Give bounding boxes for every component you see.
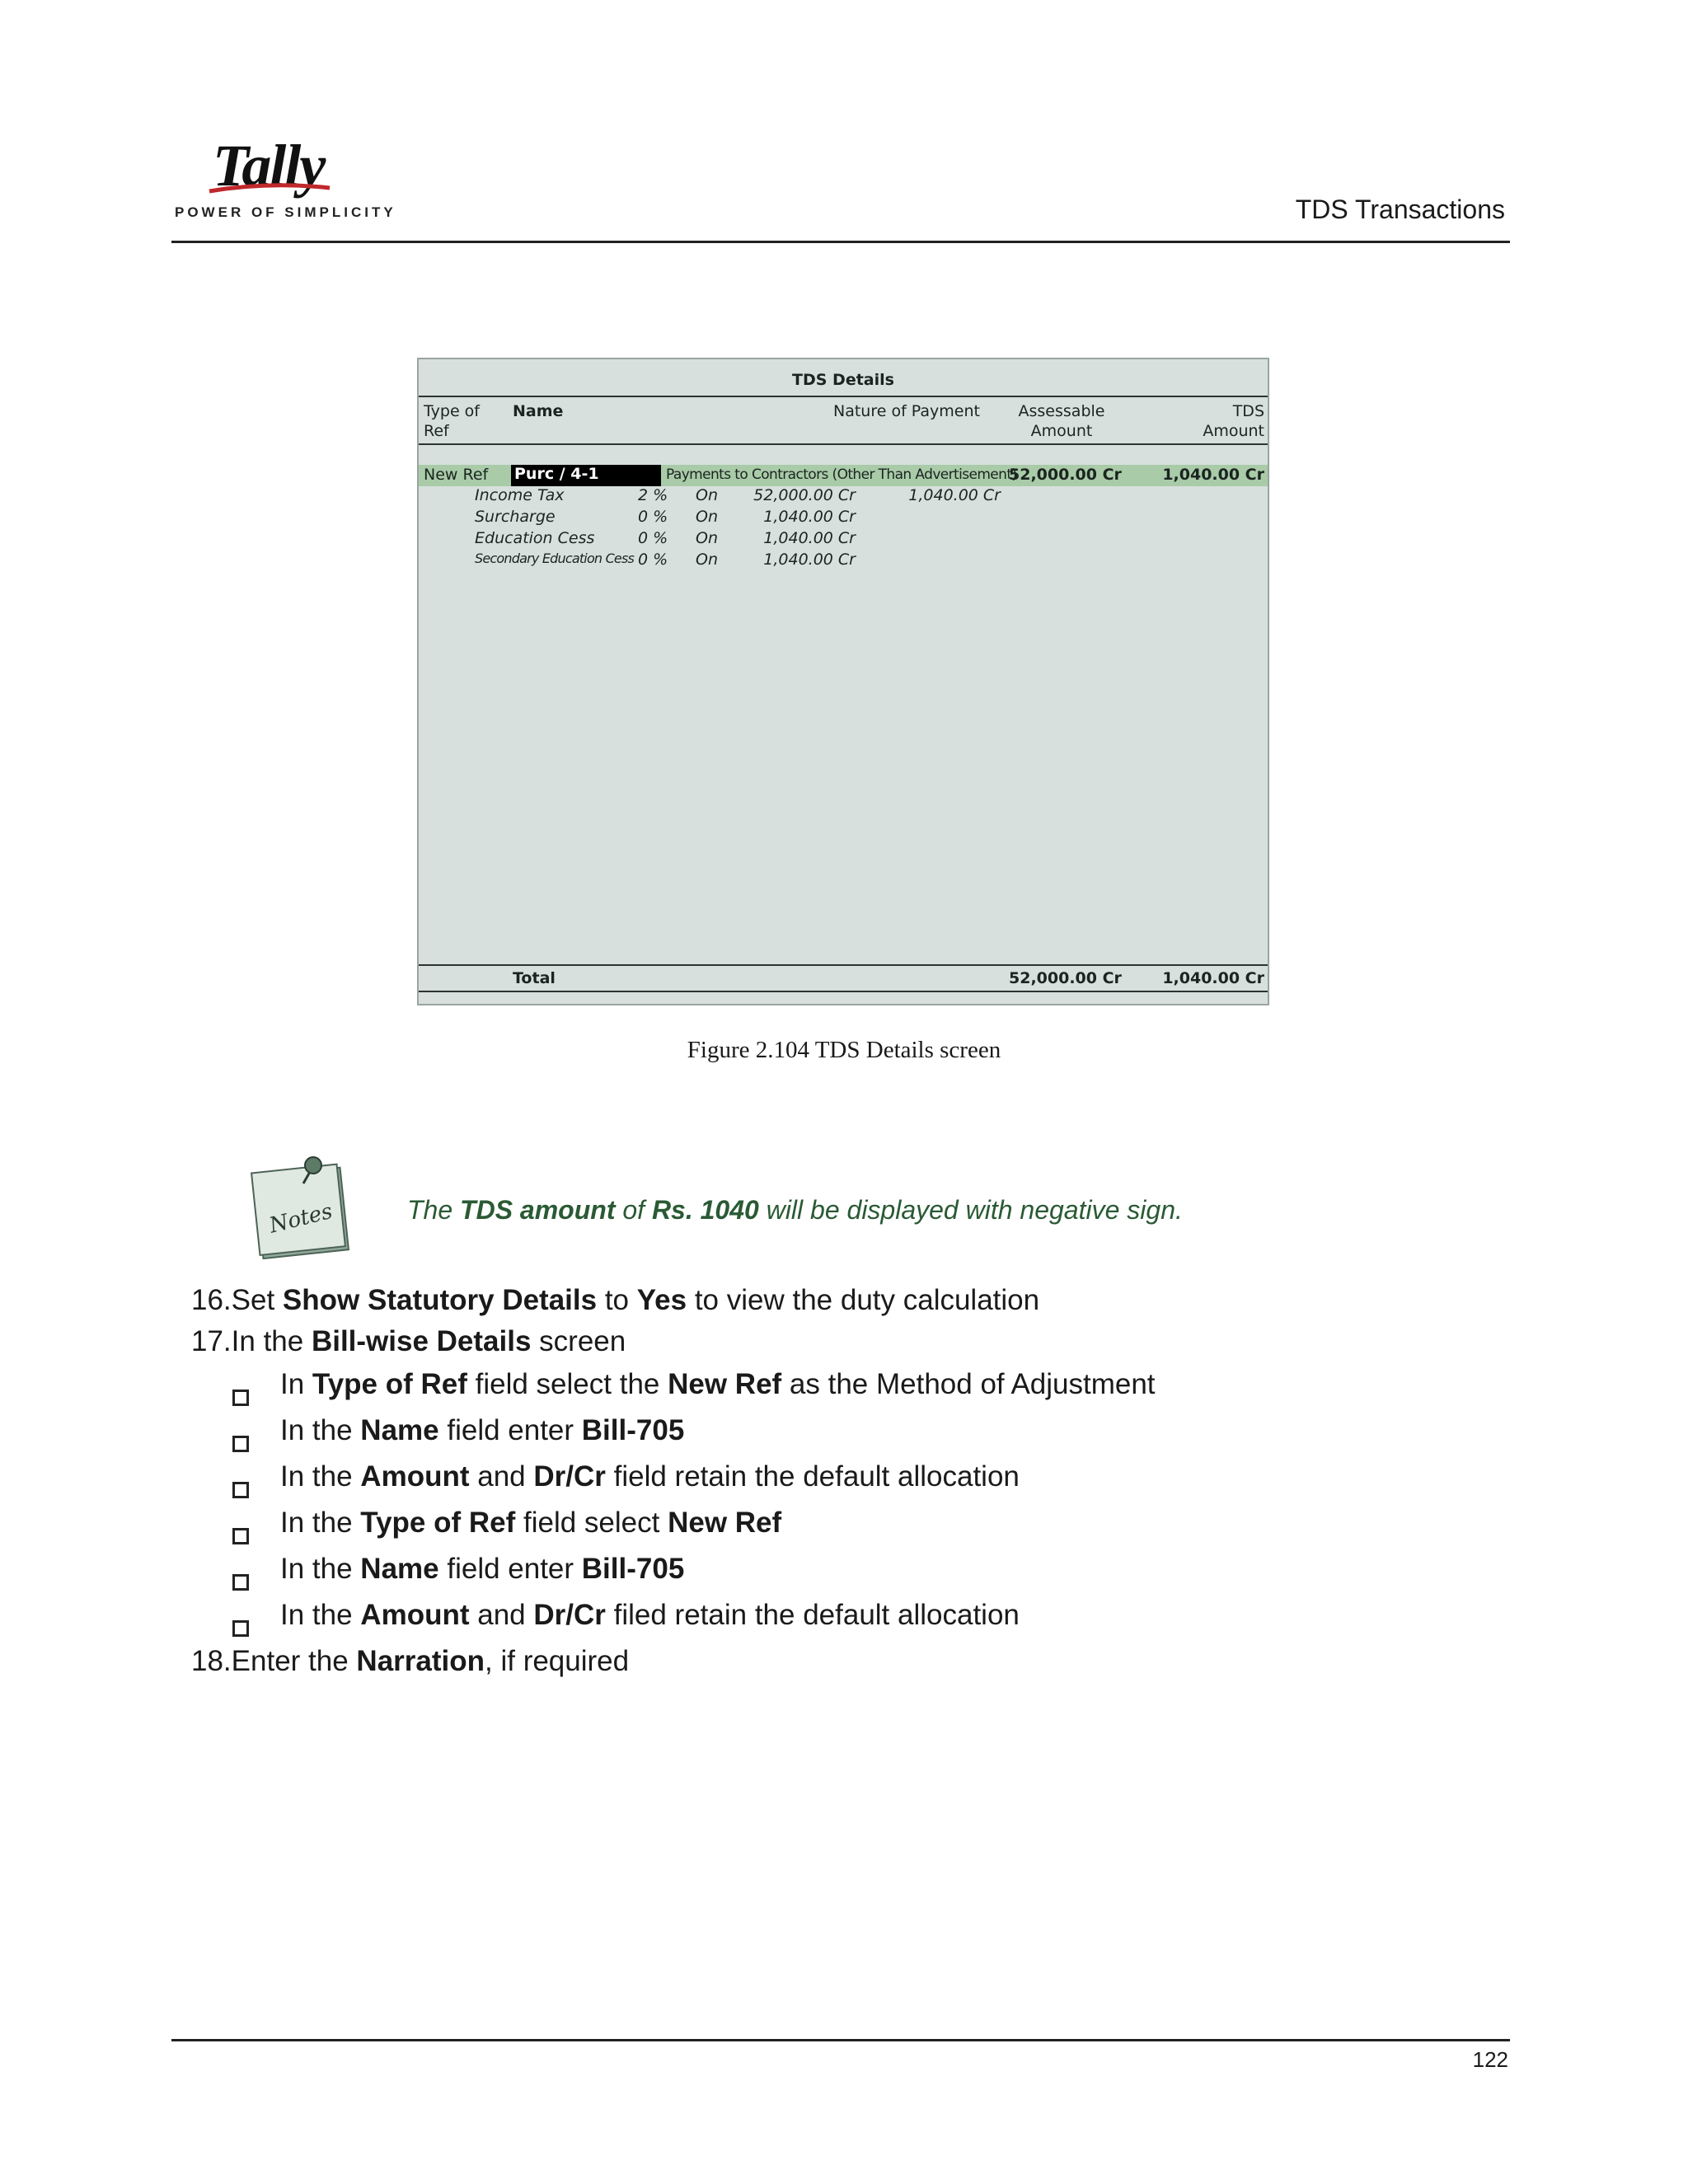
row-name-value: Purc / 4-1: [514, 465, 599, 483]
duty-base: 1,040.00 Cr: [763, 508, 856, 526]
step-text: In the: [231, 1325, 312, 1357]
duty-rate: 0 %: [638, 529, 668, 547]
duty-on: On: [696, 529, 718, 547]
bullet-bold: Type of Ref: [312, 1368, 467, 1400]
logo-swoosh-icon: [208, 183, 331, 194]
bullet-text: field retain the default allocation: [605, 1460, 1020, 1493]
row-assessable-amount: 52,000.00 Cr: [1009, 466, 1122, 484]
col-header-tds-2: Amount: [1203, 422, 1264, 440]
bullet-text: filed retain the default allocation: [605, 1599, 1020, 1631]
bullet-square-icon: [232, 1482, 249, 1498]
bullet-item: [280, 1368, 1156, 1401]
bullet-text: In the: [280, 1553, 361, 1585]
bullet-bold: Dr/Cr: [533, 1599, 606, 1631]
total-assessable-amount: 52,000.00 Cr: [1009, 969, 1122, 987]
divider: [419, 443, 1268, 445]
step-number: 17.: [191, 1325, 232, 1357]
logo-word: Tally: [213, 133, 325, 199]
bullet-item: [280, 1460, 1020, 1493]
note-text-part: will be displayed with negative sign.: [758, 1195, 1183, 1225]
duty-rate: 2 %: [638, 486, 668, 504]
bullet-text: and: [469, 1460, 534, 1493]
step-text: to: [597, 1284, 637, 1316]
divider: [419, 991, 1268, 992]
note-text-part: The: [407, 1195, 461, 1225]
divider: [419, 396, 1268, 397]
bullet-item: [280, 1599, 1020, 1632]
note-text-part: of: [615, 1195, 652, 1225]
row-tds-amount: 1,040.00 Cr: [1162, 466, 1264, 484]
bullet-text: field select: [515, 1507, 668, 1539]
page-number: 122: [1472, 2047, 1508, 2072]
col-header-assessable-2: Amount: [1030, 422, 1093, 440]
notes-icon-label: Notes: [266, 1198, 335, 1239]
duty-base: 1,040.00 Cr: [763, 529, 856, 547]
duty-name: Secondary Education Cess: [475, 551, 635, 566]
bullet-bold: Dr/Cr: [533, 1460, 606, 1493]
col-header-type-of-ref-2: Ref: [424, 422, 449, 440]
bullet-square-icon: [232, 1528, 249, 1544]
bullet-text: In the: [280, 1460, 361, 1493]
col-header-type-of-ref-1: Type of: [424, 402, 480, 420]
step-bold: Bill-wise Details: [311, 1325, 532, 1357]
bullet-bold: Name: [360, 1414, 439, 1446]
step-16: [191, 1284, 1039, 1317]
bullet-bold: New Ref: [668, 1507, 782, 1539]
logo-tagline: POWER OF SIMPLICITY: [175, 204, 396, 220]
duty-name: Surcharge: [475, 508, 556, 526]
step-text: Set: [231, 1284, 283, 1316]
bullet-text: In the: [280, 1599, 361, 1631]
bullet-square-icon: [232, 1574, 249, 1591]
col-header-nature-of-payment: Nature of Payment: [832, 402, 980, 420]
duty-base: 1,040.00 Cr: [763, 551, 856, 569]
step-text: Enter the: [231, 1645, 357, 1677]
duty-on: On: [696, 551, 718, 569]
bullet-bold: New Ref: [668, 1368, 782, 1400]
bullet-item: [280, 1414, 684, 1447]
step-text: screen: [531, 1325, 626, 1357]
duty-on: On: [696, 486, 718, 504]
bullet-item: [280, 1553, 684, 1586]
duty-base: 52,000.00 Cr: [753, 486, 856, 504]
total-tds-amount: 1,040.00 Cr: [1162, 969, 1264, 987]
tds-details-screen: [417, 358, 1269, 1005]
step-number: 16.: [191, 1284, 232, 1316]
bullet-bold: Name: [360, 1553, 439, 1585]
row-type-of-ref: New Ref: [424, 466, 489, 484]
duty-name: Education Cess: [475, 529, 595, 547]
col-header-assessable-1: Assessable: [1018, 402, 1105, 420]
row-name-field[interactable]: [511, 465, 661, 486]
note-bold-part: Rs. 1040: [651, 1195, 759, 1225]
bullet-text: as the Method of Adjustment: [781, 1368, 1156, 1400]
bullet-text: field enter: [438, 1553, 582, 1585]
col-header-tds-1: TDS: [1232, 402, 1264, 420]
bullet-bold: Amount: [360, 1460, 470, 1493]
duty-on: On: [696, 508, 718, 526]
step-text: to view the duty calculation: [687, 1284, 1040, 1316]
step-18: [191, 1645, 629, 1678]
bullet-square-icon: [232, 1620, 249, 1637]
bullet-text: In: [280, 1368, 312, 1400]
step-bold: Show Statutory Details: [282, 1284, 598, 1316]
bullet-text: field enter: [438, 1414, 582, 1446]
bullet-bold: Type of Ref: [360, 1507, 516, 1539]
step-bold: Yes: [636, 1284, 687, 1316]
duty-amount: 1,040.00 Cr: [908, 486, 1001, 504]
tally-logo: [175, 132, 396, 223]
bullet-text: In the: [280, 1507, 361, 1539]
header-rule: [171, 241, 1510, 243]
step-number: 18.: [191, 1645, 232, 1677]
bullet-bold: Amount: [360, 1599, 470, 1631]
bullet-square-icon: [232, 1436, 249, 1452]
tds-screen-title: TDS Details: [792, 371, 894, 389]
figure-caption: Figure 2.104 TDS Details screen: [687, 1037, 1001, 1063]
step-text: , if required: [485, 1645, 630, 1677]
bullet-text: and: [469, 1599, 534, 1631]
bullet-bold: Bill-705: [581, 1553, 685, 1585]
bullet-square-icon: [232, 1390, 249, 1406]
total-label: Total: [513, 969, 556, 987]
note-text: [407, 1195, 1183, 1226]
col-header-name: Name: [513, 402, 564, 420]
duty-rate: 0 %: [638, 508, 668, 526]
bullet-text: In the: [280, 1414, 361, 1446]
step-17: [191, 1325, 626, 1358]
note-bold-part: TDS amount: [460, 1195, 616, 1225]
duty-name: Income Tax: [475, 486, 565, 504]
notes-icon: [247, 1152, 354, 1259]
step-bold: Narration: [356, 1645, 485, 1677]
row-nature-of-payment: Payments to Contractors (Other Than Advertisement): [666, 466, 1017, 483]
bullet-item: [280, 1507, 781, 1540]
divider: [419, 964, 1268, 966]
duty-rate: 0 %: [638, 551, 668, 569]
bullet-bold: Bill-705: [581, 1414, 685, 1446]
bullet-text: field select the: [467, 1368, 668, 1400]
section-title: TDS Transactions: [1295, 194, 1505, 224]
footer-rule: [171, 2039, 1510, 2041]
